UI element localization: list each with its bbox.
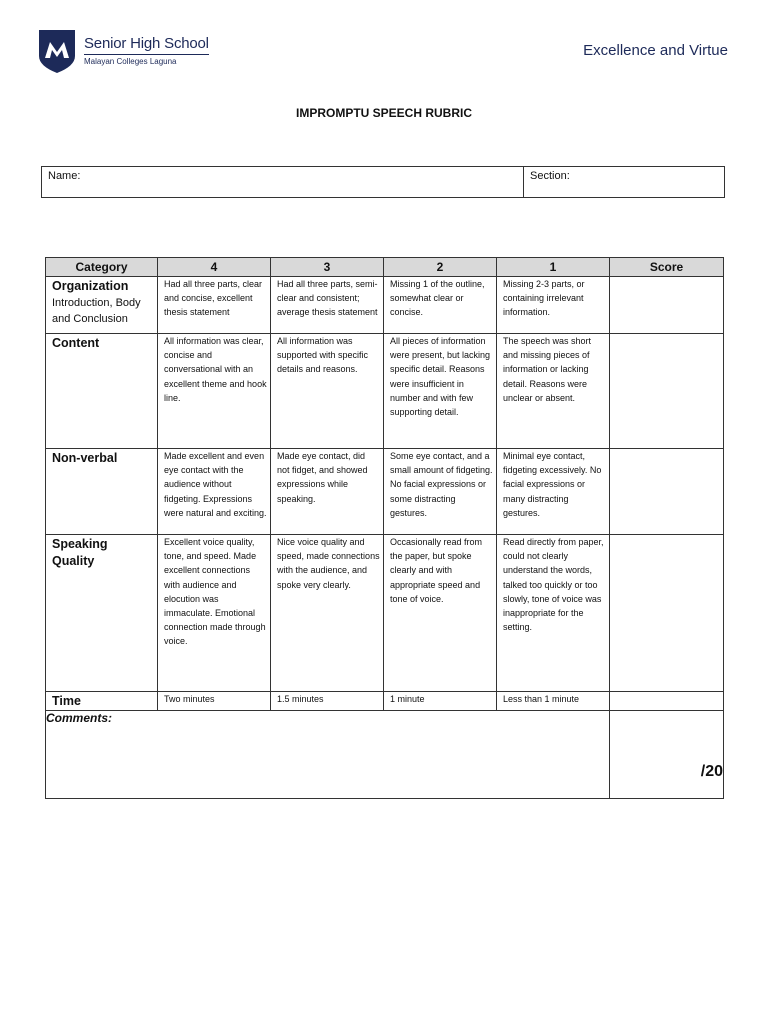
- total-score: /20: [700, 762, 723, 780]
- comments-area[interactable]: [46, 711, 610, 799]
- total-score-cell[interactable]: [610, 711, 724, 799]
- criteria-cell-2: Some eye contact, and a small amount of fidgeting. No facial expressions or some distracting gestures.: [384, 449, 497, 535]
- criteria-cell-3: Had all three parts, semi-clear and consistent; average thesis statement: [271, 277, 384, 334]
- category-cell: [46, 277, 158, 334]
- criteria-cell-1: Missing 2-3 parts, or containing irrelevant information.: [497, 277, 610, 334]
- rubric-row-comments: [46, 711, 724, 799]
- category-name: Content: [52, 336, 100, 350]
- school-wordmark: [84, 35, 209, 67]
- criteria-cell-1: The speech was short and missing pieces of information or lacking detail. Reasons were unclear or absent.: [497, 334, 610, 449]
- score-cell[interactable]: [610, 334, 724, 449]
- criteria-cell-1: Less than 1 minute: [497, 692, 610, 711]
- motto: Excellence and Virtue: [583, 42, 728, 59]
- header-score-1: 1: [497, 258, 610, 277]
- criteria-cell-3: All information was supported with specific details and reasons.: [271, 334, 384, 449]
- section-field[interactable]: [524, 167, 724, 197]
- criteria-cell-3: Nice voice quality and speed, made connections with the audience, and spoke very clearly.: [271, 535, 384, 692]
- rubric-row-speaking-quality: [46, 535, 724, 692]
- criteria-cell-2: Occasionally read from the paper, but spoke clearly and with appropriate speed and tone of voice.: [384, 535, 497, 692]
- category-name: Non-verbal: [52, 451, 118, 465]
- rubric-row-content: [46, 334, 724, 449]
- school-name: Senior High School: [84, 35, 209, 52]
- criteria-cell-2: Missing 1 of the outline, somewhat clear or concise.: [384, 277, 497, 334]
- section-label: Section:: [530, 170, 570, 182]
- rubric-table: [45, 257, 724, 799]
- category-name: Time: [52, 694, 81, 708]
- score-cell[interactable]: [610, 692, 724, 711]
- criteria-cell-4: All information was clear, concise and conversational with an excellent theme and hook line.: [158, 334, 271, 449]
- name-label: Name:: [48, 170, 81, 182]
- criteria-cell-4: Had all three parts, clear and concise, excellent thesis statement: [158, 277, 271, 334]
- header-score-4: 4: [158, 258, 271, 277]
- school-logo: [37, 28, 209, 74]
- school-subtitle: Malayan Colleges Laguna: [84, 54, 209, 67]
- category-cell: [46, 692, 158, 711]
- category-name: Speaking Quality: [52, 537, 108, 568]
- rubric-header-row: [46, 258, 724, 277]
- header-score: Score: [610, 258, 724, 277]
- criteria-cell-4: Made excellent and even eye contact with the audience without fidgeting. Expressions were natural and exciting.: [158, 449, 271, 535]
- name-field[interactable]: [42, 167, 524, 197]
- document-title: IMPROMPTU SPEECH RUBRIC: [295, 106, 472, 120]
- criteria-cell-1: Read directly from paper, could not clearly understand the words, talked too quickly or too slowly, tone of voice was inappropriate for the setting.: [497, 535, 610, 692]
- criteria-cell-4: Excellent voice quality, tone, and speed. Made excellent connections with audience and elocution was immaculate. Emotional connection made through voice.: [158, 535, 271, 692]
- header-score-2: 2: [384, 258, 497, 277]
- score-cell[interactable]: [610, 535, 724, 692]
- score-cell[interactable]: [610, 449, 724, 535]
- rubric-row-organization: [46, 277, 724, 334]
- header-score-3: 3: [271, 258, 384, 277]
- shield-logo-icon: [37, 28, 77, 74]
- category-cell: [46, 334, 158, 449]
- header-category: Category: [46, 258, 158, 277]
- criteria-cell-2: 1 minute: [384, 692, 497, 711]
- criteria-cell-2: All pieces of information were present, but lacking specific detail. Reasons were insufficient in number and with few supporting detail.: [384, 334, 497, 449]
- score-cell[interactable]: [610, 277, 724, 334]
- category-cell: [46, 535, 158, 692]
- criteria-cell-3: Made eye contact, did not fidget, and showed expressions while speaking.: [271, 449, 384, 535]
- student-info-box: [41, 166, 725, 198]
- criteria-cell-4: Two minutes: [158, 692, 271, 711]
- criteria-cell-1: Minimal eye contact, fidgeting excessively. No facial expressions or many distracting gestures.: [497, 449, 610, 535]
- rubric-row-non-verbal: [46, 449, 724, 535]
- criteria-cell-3: 1.5 minutes: [271, 692, 384, 711]
- rubric-row-time: [46, 692, 724, 711]
- category-cell: [46, 449, 158, 535]
- category-subtitle: Introduction, Body and Conclusion: [52, 297, 141, 325]
- category-name: Organization: [52, 279, 129, 293]
- comments-label: Comments:: [46, 711, 113, 725]
